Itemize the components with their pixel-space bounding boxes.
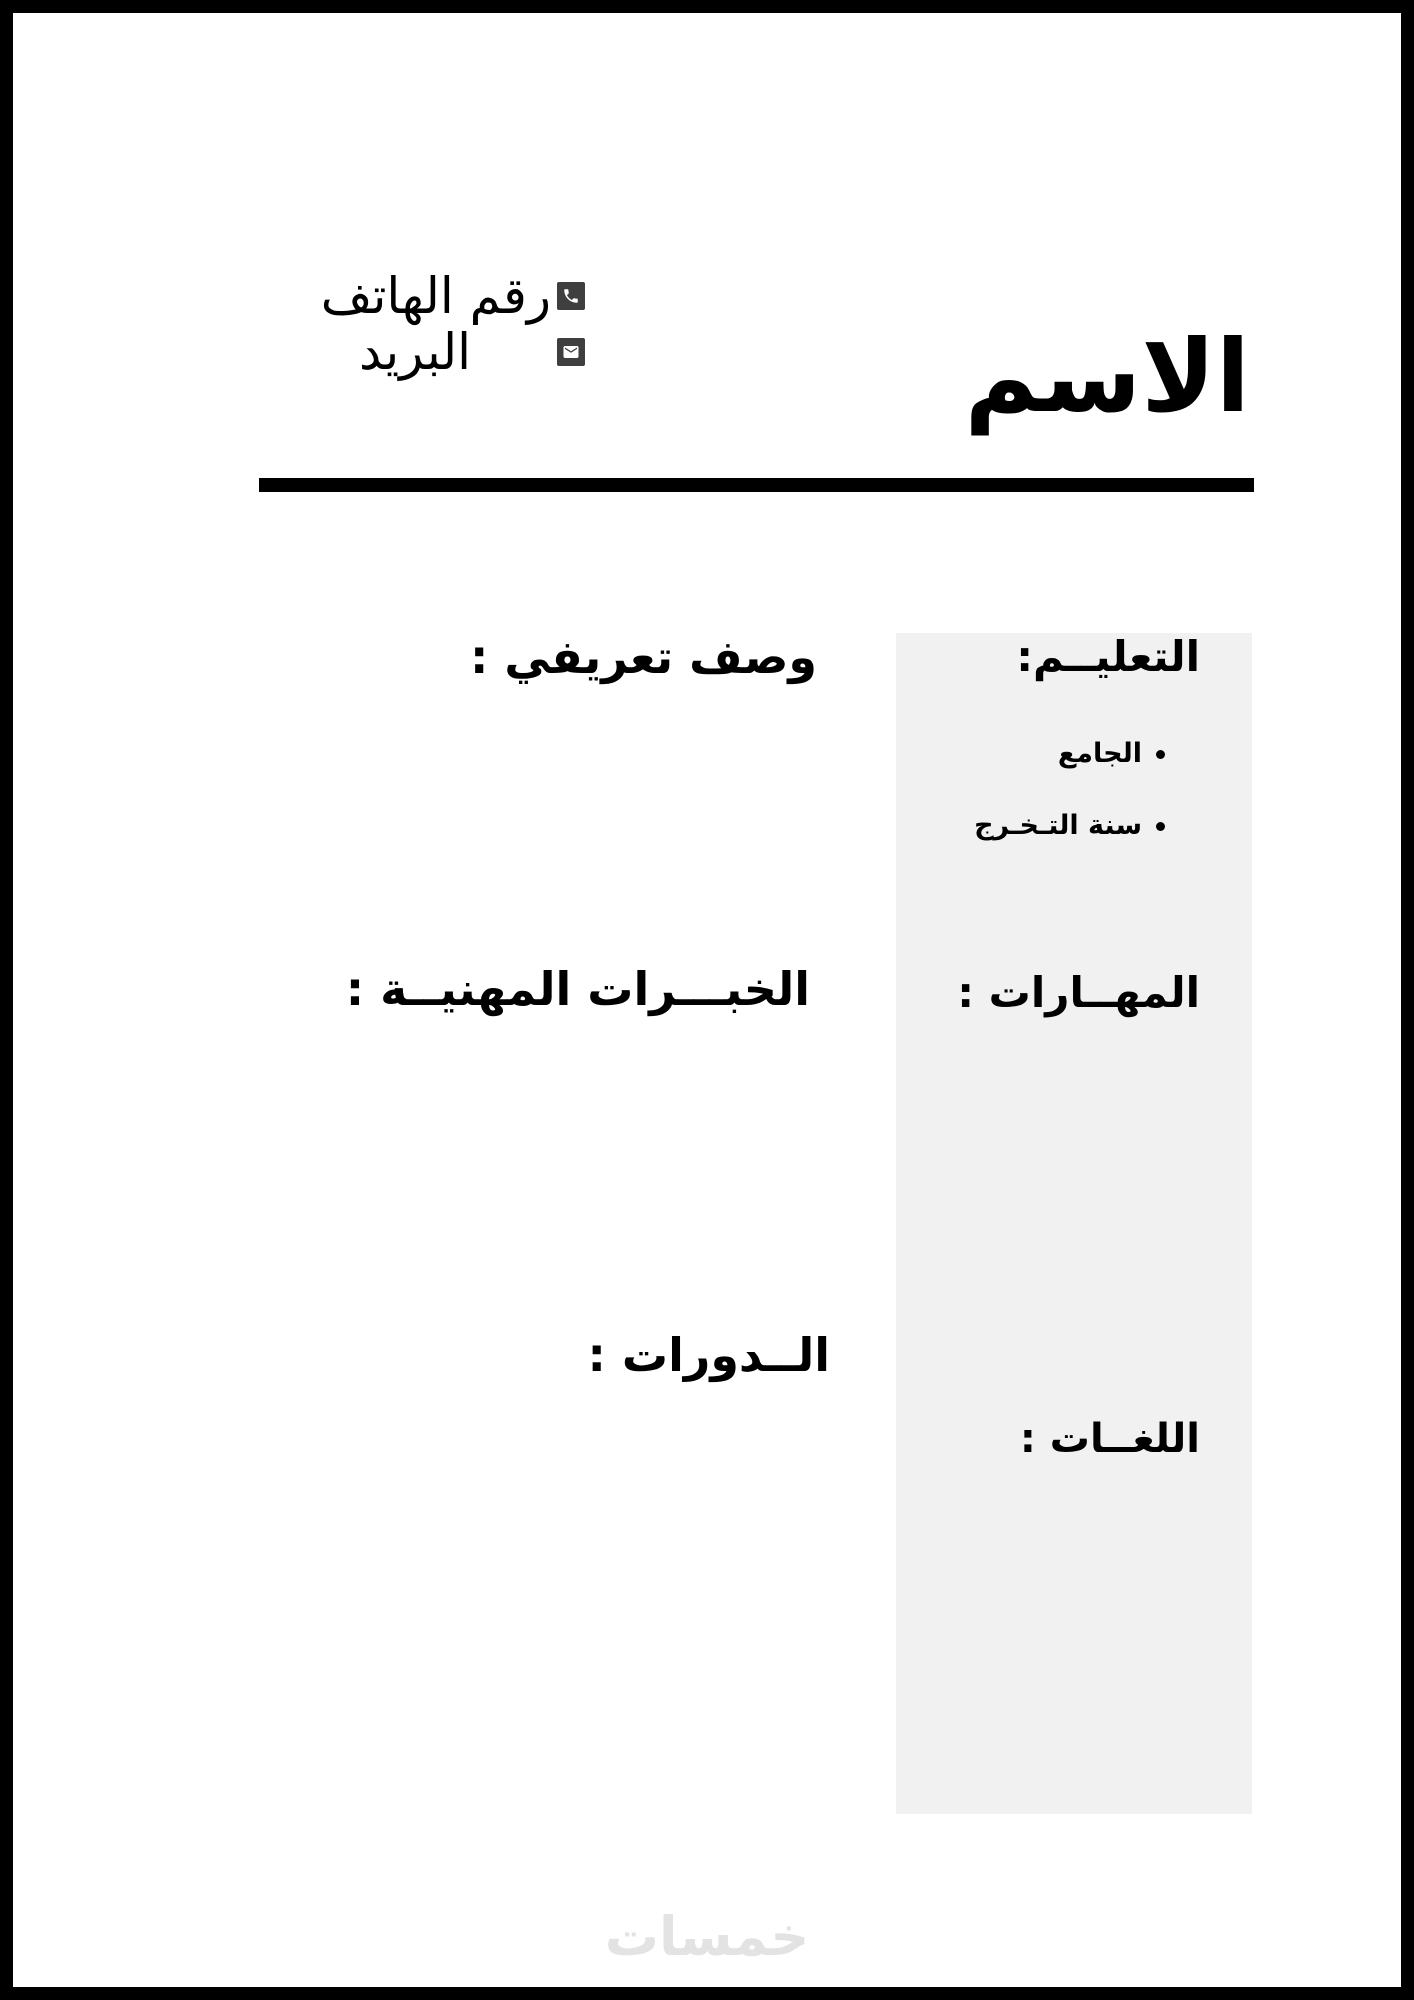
education-item xyxy=(974,810,1165,842)
summary-section-title: وصف تعريفي : xyxy=(469,630,817,684)
page-title: الاسم xyxy=(964,318,1250,435)
watermark-text: خمسات xyxy=(604,1905,810,1968)
courses-section-title: الــدورات : xyxy=(587,1328,830,1382)
education-item-label: سنة التـخـرج xyxy=(974,810,1142,842)
education-item-label: الجامع xyxy=(1057,738,1142,769)
phone-icon xyxy=(557,282,585,310)
bullet-icon xyxy=(1156,822,1165,831)
skills-section-title: المهــارات : xyxy=(957,968,1200,1017)
contact-row-email xyxy=(255,324,585,380)
bullet-icon xyxy=(1156,750,1165,759)
email-icon xyxy=(557,338,585,366)
contact-row-phone xyxy=(255,268,585,324)
education-item xyxy=(974,738,1165,770)
phone-label: رقم الهاتف xyxy=(320,267,551,325)
header-divider xyxy=(259,478,1254,492)
education-list xyxy=(974,738,1165,883)
education-section-title: التعليــم: xyxy=(1016,632,1200,681)
email-label: البريد xyxy=(359,323,471,381)
contact-block xyxy=(255,268,585,380)
experience-section-title: الخبـــرات المهنيــة : xyxy=(345,962,810,1016)
languages-section-title: اللغــات : xyxy=(1019,1416,1200,1462)
